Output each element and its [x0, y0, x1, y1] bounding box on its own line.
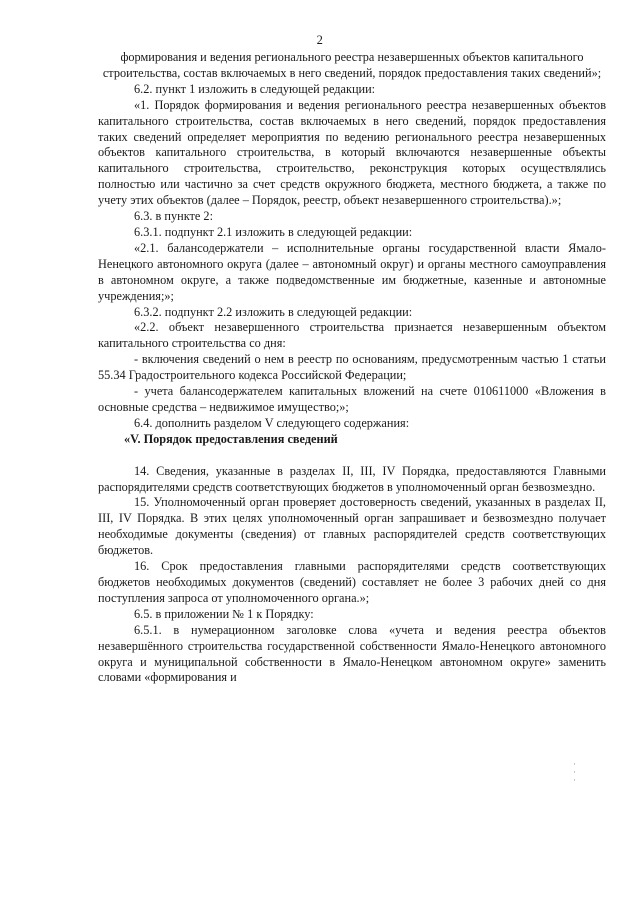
- paragraph-15: 15. Уполномоченный орган проверяет достоверность сведений, указанных в разделах II, III, IV Порядка. В этих целях уполномоченный орган запрашивает и безвозмездно получает необходимые документы (сведения) от главных распорядителей средств соответствующих бюджетов.: [98, 495, 606, 558]
- paragraph-6-4: 6.4. дополнить разделом V следующего содержания:: [134, 415, 410, 430]
- page-number: 2: [316, 33, 324, 47]
- paragraph-6-5-1: 6.5.1. в нумерационном заголовке слова «учета и ведения реестра объектов незавершённого строительства государственной собственности Ямало-Ненецкого автономного округа и муниципальной собственности в Ямало-Ненецком автономном округе» заменить словами «формирования и: [98, 622, 606, 685]
- paragraph-6-3-2: 6.3.2. подпункт 2.2 изложить в следующей редакции:: [134, 304, 413, 319]
- paragraph-6-5: 6.5. в приложении № 1 к Порядку:: [134, 606, 314, 621]
- document-body: [98, 50, 606, 686]
- paragraph-title-continuation: формирования и ведения регионального реестра незавершенных объектов капитального строительства, состав включаемых в него сведений, порядок предоставления таких сведений»;: [102, 50, 602, 80]
- paragraph-16: 16. Срок предоставления главными распорядителями средств соответствующих бюджетов необходимых документов (сведений) составляет не более 3 рабочих дней со дня поступления запроса от уполномоченного органа.»;: [98, 559, 606, 605]
- section-v-heading: «V. Порядок предоставления сведений: [124, 431, 338, 446]
- paragraph-2-2: «2.2. объект незавершенного строительства признается незавершенным объектом капитального строительства со дня:: [98, 320, 606, 351]
- paragraph-bullet-2: - учета балансодержателем капитальных вложений на счете 010611000 «Вложения в основные средства – недвижимое имущество;»;: [98, 384, 606, 414]
- paragraph-point-1: «1. Порядок формирования и ведения регионального реестра незавершенных объектов капитального строительства, состав включаемых в него сведений, порядок предоставления таких сведений определяет мероприятия по ведению регионального реестра незавершенных объектов капитального строительства, в который включаются незавершенные объекты капитального строительства, строительство, реконструкция которых осуществлялись полностью или частично за счет средств окружного бюджета, местного бюджета, а также по учету этих объектов (далее – Порядок, реестр, объект незавершенного строительства).»;: [98, 97, 606, 208]
- paragraph-6-3-1: 6.3.1. подпункт 2.1 изложить в следующей редакции:: [134, 224, 413, 239]
- paragraph-6-2: 6.2. пункт 1 изложить в следующей редакции:: [134, 81, 376, 96]
- paragraph-14: 14. Сведения, указанные в разделах II, III, IV Порядка, предоставляются Главными распорядителями средств соответствующих бюджетов в уполномоченный орган безвозмездно.: [98, 463, 606, 494]
- paragraph-bullet-1: - включения сведений о нем в реестр по основаниям, предусмотренным частью 1 статьи 55.34 Градостроительного кодекса Российской Федерации;: [98, 352, 606, 383]
- section-gap: [98, 448, 606, 464]
- paragraph-2-1: «2.1. балансодержатели – исполнительные органы государственной власти Ямало-Ненецкого автономного округа (далее – автономный округ) и органы местного самоуправления в автономном округе, а также подведомственные им бюджетные, казенные и автономные учреждения;»;: [98, 240, 606, 303]
- scan-mark: · · ·: [573, 759, 576, 785]
- paragraph-6-3: 6.3. в пункте 2:: [134, 209, 213, 224]
